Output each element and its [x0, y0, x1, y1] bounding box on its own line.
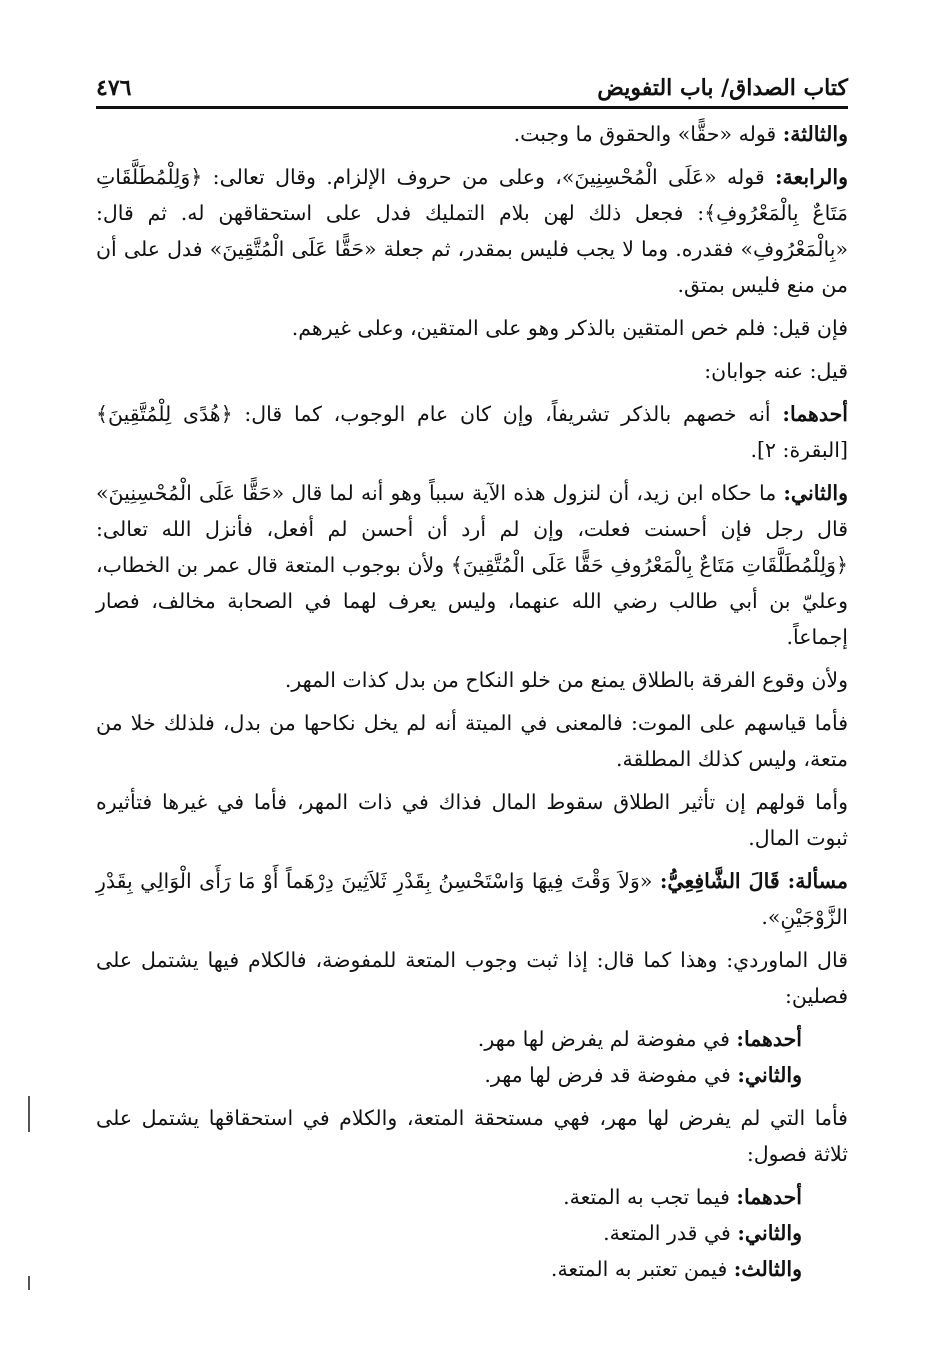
- paragraph-text: قوله «حقًّا» والحقوق ما وجبت.: [513, 122, 783, 146]
- list-item-text: في مفوضة قد فرض لها مهر.: [484, 1063, 738, 1087]
- paragraph-text: قال الماوردي: وهذا كما قال: إذا ثبت وجوب المتعة للمفوضة، فالكلام فيها يشتمل على فصلين:: [96, 948, 848, 1008]
- paragraph: [96, 396, 848, 468]
- paragraph-label: والثالثة:: [782, 122, 848, 146]
- list-item-label: والثاني:: [737, 1221, 802, 1245]
- running-title: كتاب الصداق/ باب التفويض: [597, 75, 848, 101]
- paragraph-text: ما حكاه ابن زيد، أن لنزول هذه الآية سبباً وهو أنه لما قال «حَقًّا عَلَى الْمُحْسِنِينَ» قال رجل فإن أحسنت فعلت، وإن لم أرد أن أحسن لم أفعل، فأنزل الله تعالى: ﴿وَلِلْمُطَلَّقَاتِ مَتَاعٌ بِالْمَعْرُوفِ حَقًّا عَلَى الْمُتَّقِينَ﴾ ولأن بوجوب المتعة قال عمر بن الخطاب، وعليّ بن أبي طالب رضي الله عنهما، وليس يعرف لهما في الصحابة مخالف، فصار إجماعاً.: [96, 481, 848, 649]
- list-item: [96, 1215, 848, 1251]
- paragraph: [96, 705, 848, 777]
- paragraph: [96, 662, 848, 698]
- paragraph-text: «وَلاَ وَقْتَ فِيهَا وَاسْتَحْسِنُ بِقَدْرِ ثَلاَثِينَ دِرْهَماً أَوْ مَا رَأَى الْوَالِي بِقَدْرِ الزَّوْجَيْنِ».: [96, 869, 848, 929]
- paragraph: [96, 159, 848, 303]
- page-number: ٤٧٦: [96, 75, 132, 101]
- paragraph: [96, 310, 848, 346]
- list-item: [96, 1251, 848, 1287]
- paragraph: [96, 942, 848, 1014]
- list-item-text: فيما تجب به المتعة.: [563, 1185, 737, 1209]
- paragraph-text: وأما قولهم إن تأثير الطلاق سقوط المال فذاك في ذات المهر، فأما في غيرها فتأثيره ثبوت المال.: [96, 790, 848, 850]
- scan-artifact: [28, 1276, 30, 1290]
- list-item: [96, 1057, 848, 1093]
- paragraph-label: والرابعة:: [774, 165, 848, 189]
- page-header: [96, 70, 848, 109]
- list-item-label: أحدهما:: [736, 1185, 802, 1209]
- paragraph-text: ولأن وقوع الفرقة بالطلاق يمنع من خلو النكاح من بدل كذات المهر.: [284, 668, 848, 692]
- page-body: [96, 116, 848, 1287]
- paragraph: [96, 1100, 848, 1172]
- paragraph-text: أنه خصهم بالذكر تشريفاً، وإن كان عام الوجوب، كما قال: ﴿هُدًى لِلْمُتَّقِينَ﴾ [البقرة: ٢].: [96, 402, 848, 462]
- paragraph: [96, 784, 848, 856]
- paragraph-text: فإن قيل: فلم خص المتقين بالذكر وهو على المتقين، وعلى غيرهم.: [291, 316, 848, 340]
- list-item-label: والثالث:: [733, 1257, 802, 1281]
- paragraph-masala: [96, 863, 848, 935]
- list-item-text: في قدر المتعة.: [603, 1221, 738, 1245]
- paragraph: [96, 475, 848, 655]
- paragraph-text: قيل: عنه جوابان:: [704, 359, 848, 383]
- paragraph: [96, 353, 848, 389]
- paragraph: [96, 116, 848, 152]
- list-item-text: فيمن تعتبر به المتعة.: [550, 1257, 734, 1281]
- paragraph-label: والثاني:: [783, 481, 848, 505]
- list-item-label: والثاني:: [737, 1063, 802, 1087]
- masala-label: مسألة: قَالَ الشَّافِعِيُّ:: [659, 869, 848, 893]
- paragraph-text: فأما التي لم يفرض لها مهر، فهي مستحقة المتعة، والكلام في استحقاقها يشتمل على ثلاثة فصول:: [96, 1106, 848, 1166]
- scan-artifact: [28, 1096, 30, 1132]
- paragraph-label: أحدهما:: [782, 402, 848, 426]
- list-item: [96, 1179, 848, 1215]
- list-item: [96, 1021, 848, 1057]
- list-item-text: في مفوضة لم يفرض لها مهر.: [477, 1027, 737, 1051]
- paragraph-text: قوله «عَلَى الْمُحْسِنِينَ»، وعلى من حروف الإلزام. وقال تعالى: ﴿وَلِلْمُطَلَّقَاتِ مَتَاعٌ بِالْمَعْرُوفِ﴾: فجعل ذلك لهن بلام التمليك فدل على استحقاقهن له. ثم قال: «بِالْمَعْرُوفِ» فقدره. وما لا يجب فليس بمقدر، ثم جعلة «حَقًّا عَلَى الْمُتَّقِينَ» فدل على أن من منع فليس بمتق.: [96, 165, 848, 297]
- list-item-label: أحدهما:: [736, 1027, 802, 1051]
- paragraph-text: فأما قياسهم على الموت: فالمعنى في الميتة أنه لم يخل نكاحها من بدل، فلذلك خلا من متعة، وليس كذلك المطلقة.: [96, 711, 848, 771]
